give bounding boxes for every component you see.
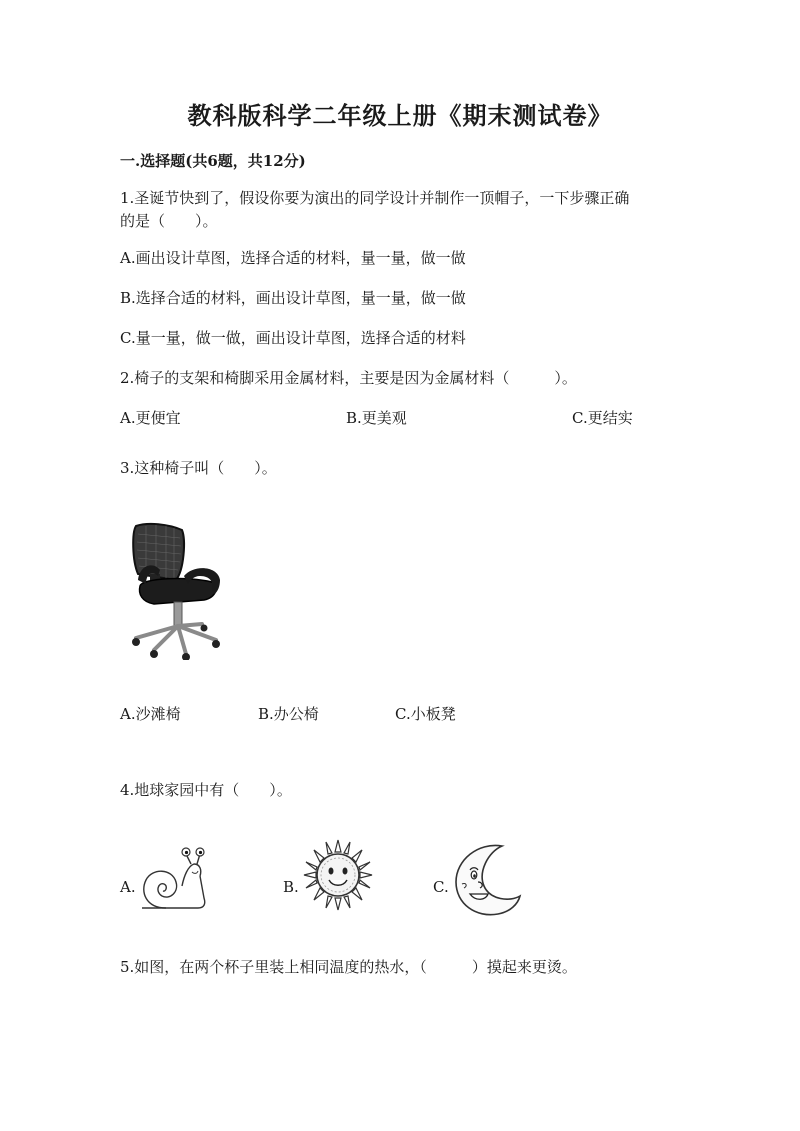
q1-option-a: A.画出设计草图，选择合适的材料，量一量，做一做	[120, 249, 466, 267]
q2-option-b: B.更美观	[346, 409, 407, 427]
snail-icon	[136, 846, 212, 916]
q1-stem-line2: 的是（ ）。	[120, 212, 218, 230]
q1-stem-line1: 1.圣诞节快到了，假设你要为演出的同学设计并制作一顶帽子，一下步骤正确	[120, 189, 630, 207]
q2-stem: 2.椅子的支架和椅脚采用金属材料，主要是因为金属材料（ ）。	[120, 369, 577, 387]
q1-option-b: B.选择合适的材料，画出设计草图，量一量，做一做	[120, 289, 466, 307]
q3-option-c: C.小板凳	[395, 705, 456, 723]
sun-icon	[300, 836, 376, 914]
q5-stem: 5.如图，在两个杯子里装上相同温度的热水，（ ）摸起来更烫。	[120, 958, 577, 976]
q4-stem: 4.地球家园中有（ ）。	[120, 781, 292, 799]
q3-stem: 3.这种椅子叫（ ）。	[120, 459, 277, 477]
q2-option-c: C.更结实	[572, 409, 633, 427]
q4-option-b-label: B.	[283, 878, 299, 896]
page-title: 教科版科学二年级上册《期末测试卷》	[187, 101, 613, 130]
q3-option-a: A.沙滩椅	[120, 705, 181, 723]
q1-option-c: C.量一量，做一做，画出设计草图，选择合适的材料	[120, 329, 466, 347]
q4-option-a-label: A.	[120, 878, 136, 896]
q2-option-a: A.更便宜	[120, 409, 181, 427]
office-chair-image	[124, 520, 228, 660]
q3-option-b: B.办公椅	[258, 705, 319, 723]
section-heading: 一.选择题(共6题，共12分)	[120, 152, 306, 170]
moon-icon	[450, 840, 524, 920]
q4-option-c-label: C.	[433, 878, 449, 896]
